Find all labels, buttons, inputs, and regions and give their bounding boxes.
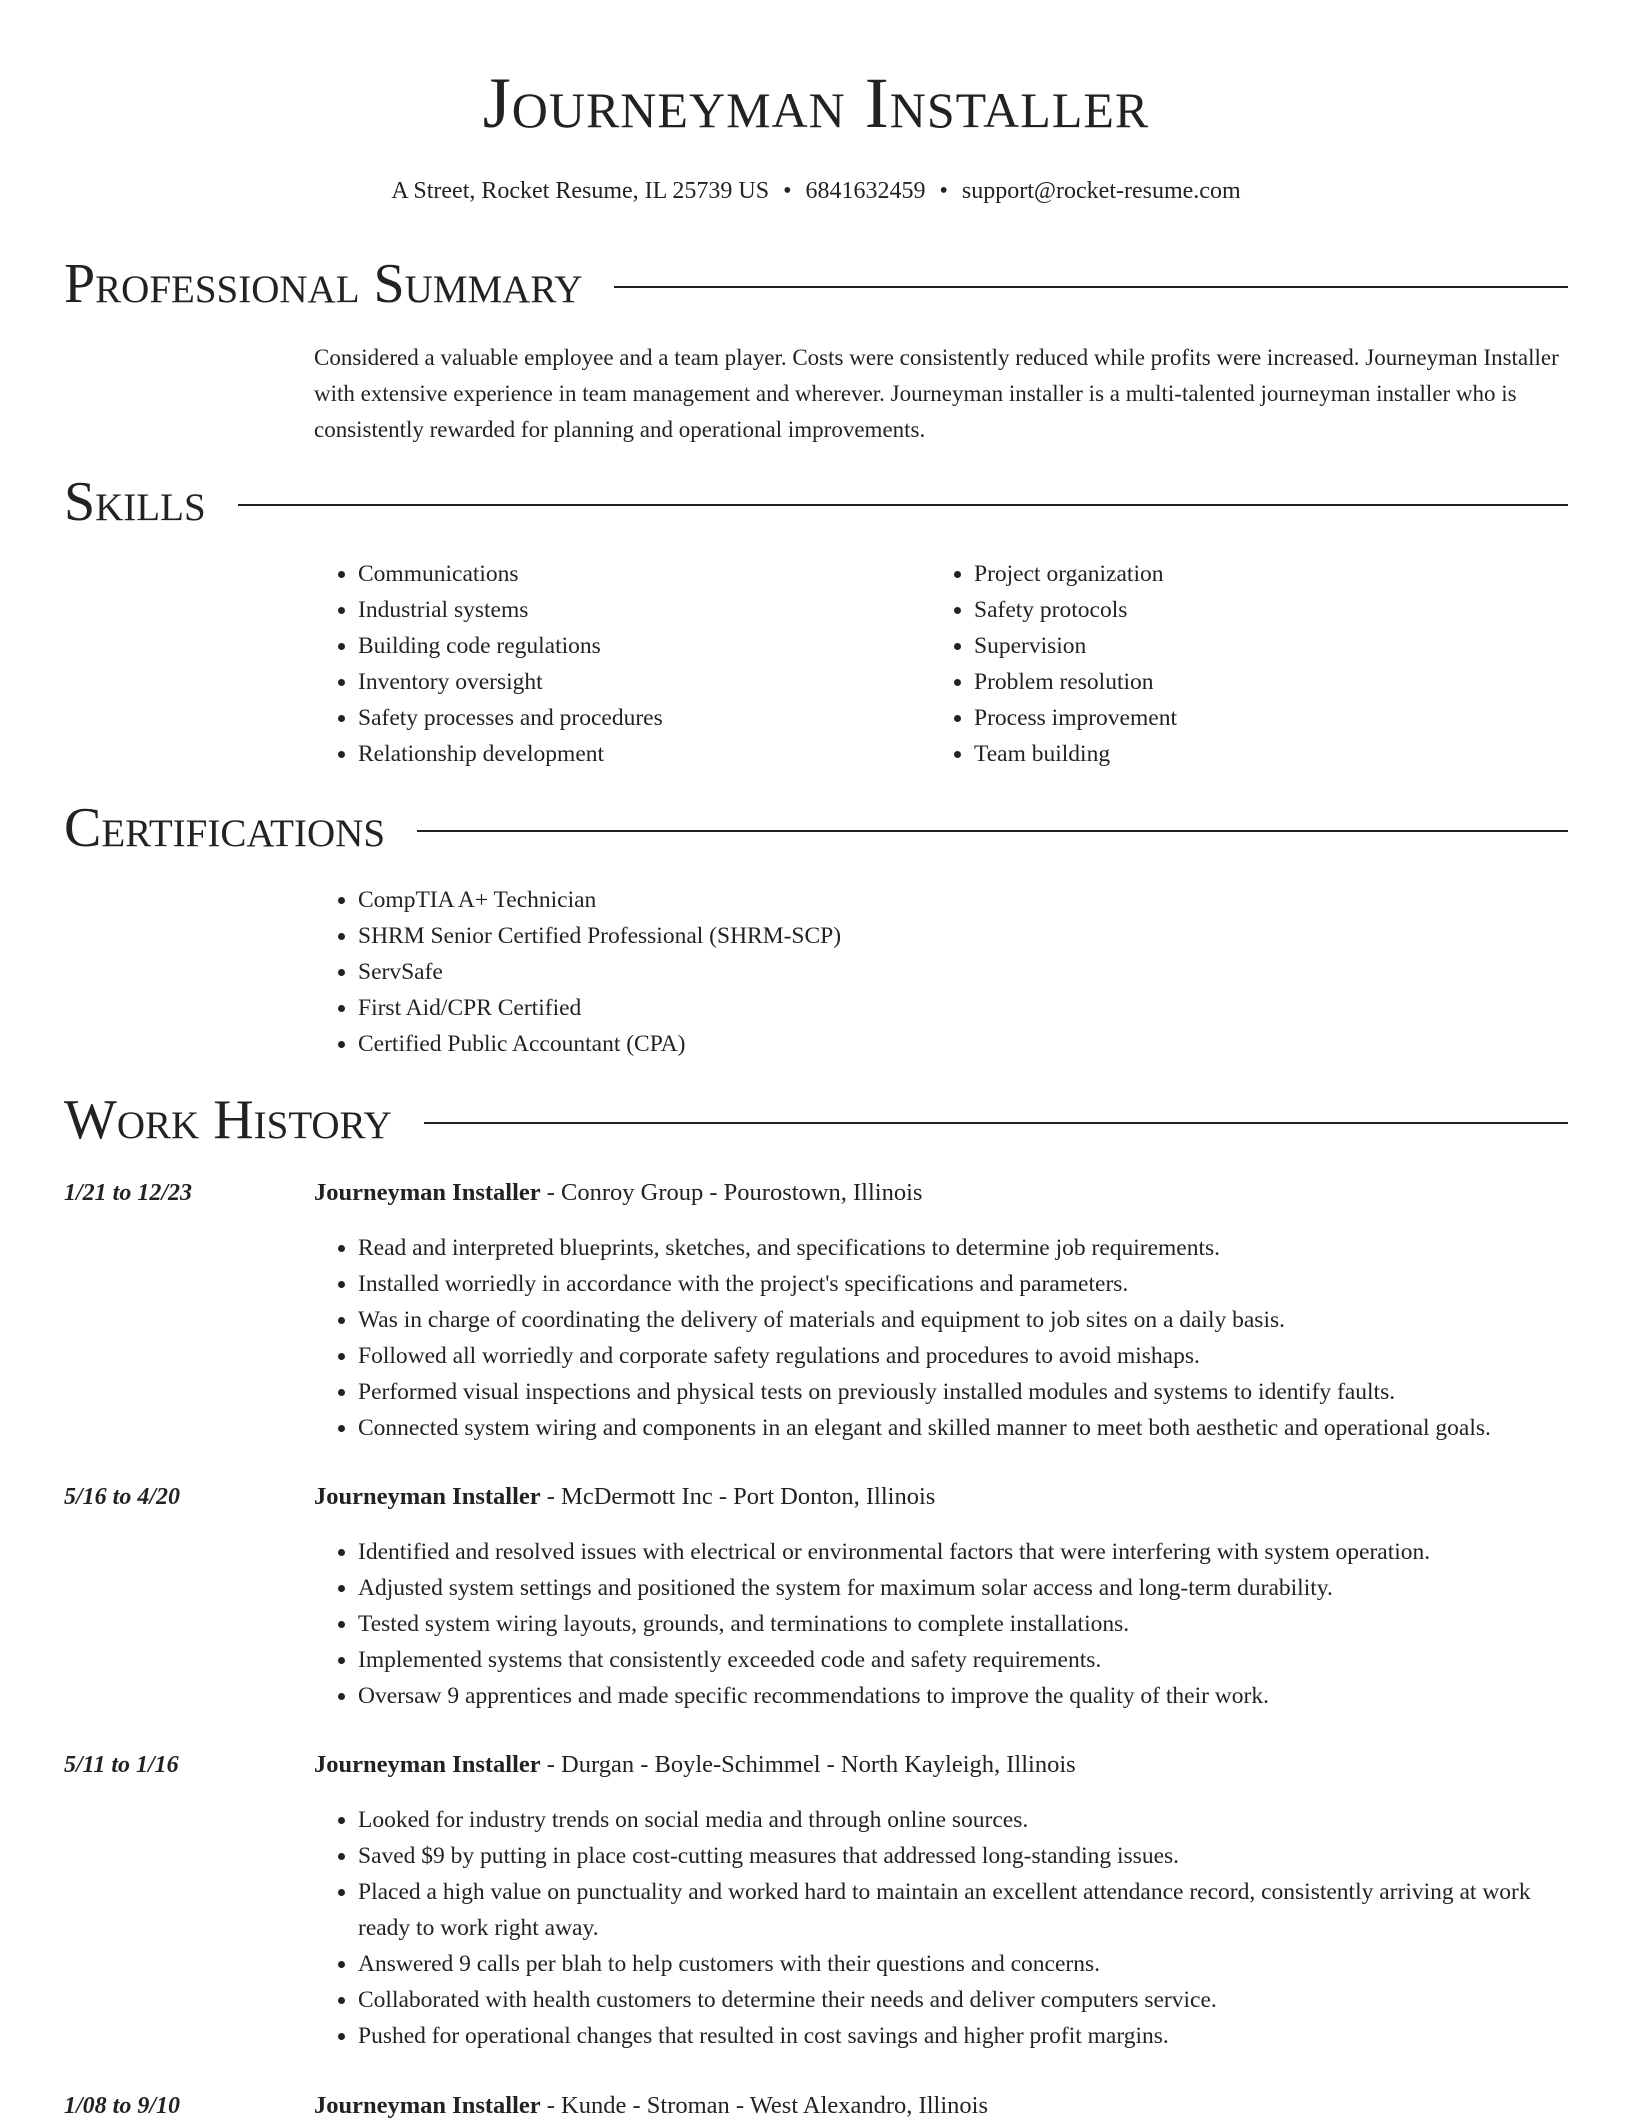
job-duty-item: • Was in charge of coordinating the delivery of materials and equipment to job sites on a daily basis. [358, 1302, 1582, 1338]
job-employer-location: - Conroy Group - Pourostown, Illinois [540, 1179, 923, 1206]
contact-address: A Street, Rocket Resume, IL 25739 US [391, 178, 770, 204]
job-employer-location: - Durgan - Boyle-Schimmel - North Kayleigh, Illinois [540, 1751, 1076, 1778]
job-duties [314, 1534, 1582, 1714]
job-employer-location: - McDermott Inc - Port Donton, Illinois [540, 1483, 936, 1510]
certification-item: • CompTIA A+ Technician [358, 882, 841, 918]
job-duty-item: • Answered 9 calls per blah to help customers with their questions and concerns. [358, 1946, 1582, 1982]
skill-item: • Communications [358, 556, 663, 592]
skill-item: • Industrial systems [358, 592, 663, 628]
section-divider [417, 830, 1568, 832]
job-duties-list [314, 1230, 1582, 1446]
job-duty-item: • Installed worriedly in accordance with the project's specifications and parameters. [358, 1266, 1582, 1302]
skill-item: • Safety processes and procedures [358, 700, 663, 736]
job-duties [314, 1802, 1582, 2054]
job-duty-item: • Looked for industry trends on social media and through online sources. [358, 1802, 1582, 1838]
candidate-name: Journeyman Installer [482, 63, 1150, 143]
job-dates: 5/16 to 4/20 [64, 1484, 181, 1510]
job-duty-item: • Connected system wiring and components in an elegant and skilled manner to meet both aesthetic and operational goals. [358, 1410, 1582, 1446]
job-duty-item: • Performed visual inspections and physical tests on previously installed modules and systems to identify faults. [358, 1374, 1582, 1410]
job-title: Journeyman Installer [314, 1751, 541, 1778]
contact-separator: • [939, 178, 948, 204]
skill-item: • Safety protocols [974, 592, 1177, 628]
summary-section-heading [64, 252, 1568, 316]
skills-list-left [314, 556, 663, 772]
skills-column-right [930, 556, 1177, 772]
job-duty-item: • Implemented systems that consistently exceeded code and safety requirements. [358, 1642, 1582, 1678]
work-history-section-heading [64, 1088, 1568, 1152]
certifications-list [314, 882, 841, 1062]
certification-item: • First Aid/CPR Certified [358, 990, 841, 1026]
skill-item: • Process improvement [974, 700, 1177, 736]
job-duties [314, 1230, 1582, 1446]
section-divider [614, 286, 1568, 288]
job-duty-item: • Oversaw 9 apprentices and made specific recommendations to improve the quality of their work. [358, 1678, 1582, 1714]
skill-item: • Problem resolution [974, 664, 1177, 700]
section-divider [424, 1122, 1568, 1124]
job-duty-item: • Saved $9 by putting in place cost-cutting measures that addressed long-standing issues. [358, 1838, 1582, 1874]
contact-line [0, 174, 1632, 208]
summary-section-title: Professional Summary [64, 253, 583, 315]
job-duty-item: • Pushed for operational changes that resulted in cost savings and higher profit margins. [358, 2018, 1582, 2054]
skill-item: • Supervision [974, 628, 1177, 664]
job-duty-item: • Read and interpreted blueprints, sketches, and specifications to determine job requirements. [358, 1230, 1582, 1266]
job-duties-list [314, 1802, 1582, 2054]
skill-item: • Team building [974, 736, 1177, 772]
certifications-block [314, 882, 841, 1062]
professional-summary-text: Considered a valuable employee and a team player. Costs were consistently reduced while profits were increased. Journeyman Installer with extensive experience in team management and wherever. Journeyman installer is a multi-talented journeyman installer who is consistently rewarded for planning and operational improvements. [314, 345, 1559, 442]
certification-item: • ServSafe [358, 954, 841, 990]
skill-item: • Building code regulations [358, 628, 663, 664]
skills-list-right [930, 556, 1177, 772]
skills-section-heading [64, 470, 1568, 534]
section-divider [238, 504, 1568, 506]
contact-phone: 6841632459 [805, 178, 926, 204]
job-duty-item: • Tested system wiring layouts, grounds, and terminations to complete installations. [358, 1606, 1582, 1642]
job-duty-item: • Followed all worriedly and corporate safety regulations and procedures to avoid mishaps. [358, 1338, 1582, 1374]
job-dates: 1/08 to 9/10 [64, 2093, 181, 2119]
job-title: Journeyman Installer [314, 1483, 541, 1510]
job-dates: 1/21 to 12/23 [64, 1180, 193, 1206]
certification-item: • SHRM Senior Certified Professional (SHRM-SCP) [358, 918, 841, 954]
skills-section-title: Skills [64, 471, 206, 533]
job-employer-location: - Kunde - Stroman - West Alexandro, Illinois [540, 2092, 988, 2119]
job-title: Journeyman Installer [314, 1179, 541, 1206]
job-heading [314, 1479, 935, 1515]
contact-separator: • [783, 178, 792, 204]
skills-column-left [314, 556, 663, 772]
skill-item: • Inventory oversight [358, 664, 663, 700]
job-duty-item: • Collaborated with health customers to determine their needs and deliver computers service. [358, 1982, 1582, 2018]
job-dates: 5/11 to 1/16 [64, 1752, 179, 1778]
contact-email: support@rocket-resume.com [961, 178, 1241, 204]
skill-item: • Project organization [974, 556, 1177, 592]
job-duties-list [314, 1534, 1582, 1714]
certifications-section-title: Certifications [64, 797, 386, 859]
job-heading [314, 2088, 988, 2124]
job-duty-item: • Placed a high value on punctuality and worked hard to maintain an excellent attendance record, consistently arriving at work ready to work right away. [358, 1874, 1582, 1946]
work-history-section-title: Work History [64, 1089, 392, 1151]
certifications-section-heading [64, 796, 1568, 860]
job-heading [314, 1175, 922, 1211]
certification-item: • Certified Public Accountant (CPA) [358, 1026, 841, 1062]
skill-item: • Relationship development [358, 736, 663, 772]
job-duty-item: • Adjusted system settings and positioned the system for maximum solar access and long-term durability. [358, 1570, 1582, 1606]
job-title: Journeyman Installer [314, 2092, 541, 2119]
job-heading [314, 1747, 1076, 1783]
job-duty-item: • Identified and resolved issues with electrical or environmental factors that were interfering with system operation. [358, 1534, 1582, 1570]
